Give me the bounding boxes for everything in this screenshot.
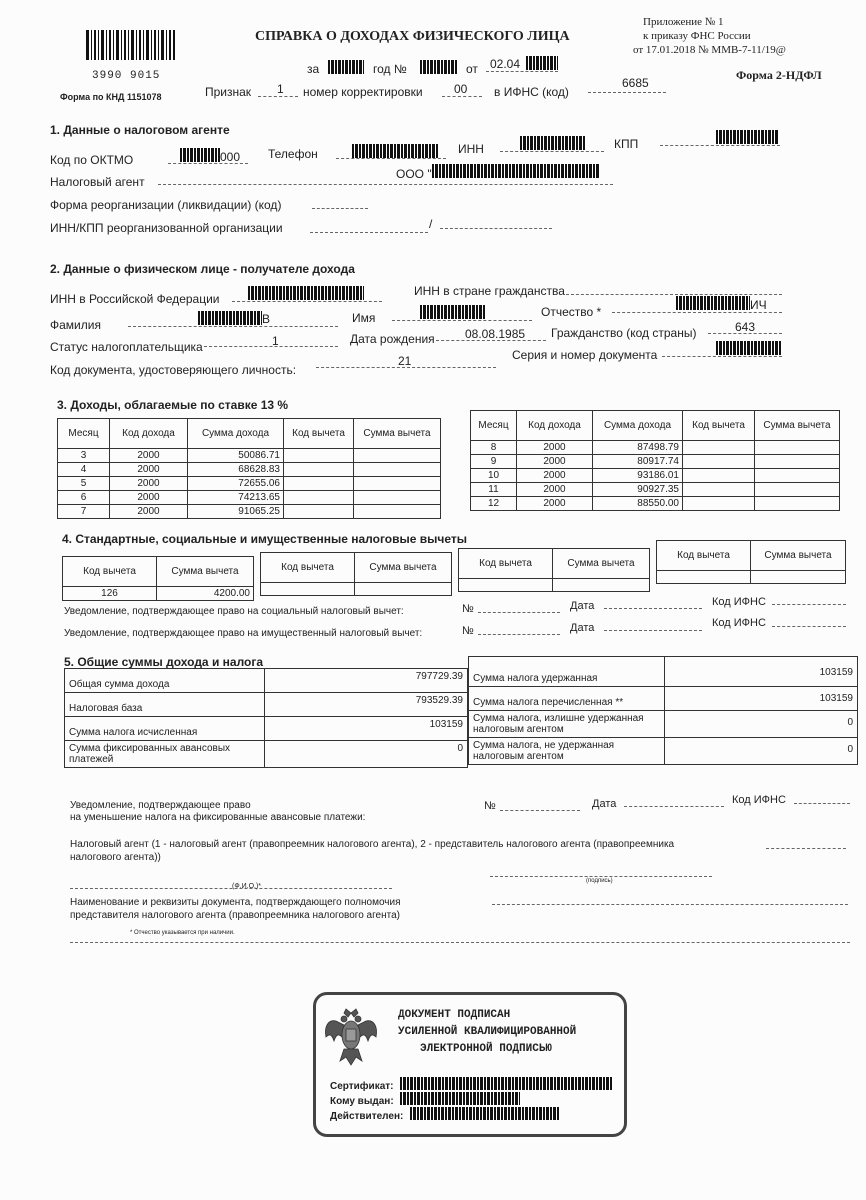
redacted-cert xyxy=(400,1077,612,1090)
doc-series-label: Серия и номер документа xyxy=(512,348,658,362)
code-cell: 2000 xyxy=(517,497,593,511)
inn-rf-label: ИНН в Российской Федерации xyxy=(50,292,220,306)
social-notice-no-label: № xyxy=(462,603,474,615)
deduction-table-4 xyxy=(656,540,846,584)
table-row xyxy=(58,505,441,519)
redacted-doc-series xyxy=(716,341,782,355)
month-cell: 12 xyxy=(471,497,517,511)
stamp-line-3: ЭЛЕКТРОННОЙ ПОДПИСЬЮ xyxy=(420,1043,553,1055)
phone-label: Телефон xyxy=(268,147,318,161)
amount-cell: 93186.01 xyxy=(593,469,683,483)
section-1-title: 1. Данные о налоговом агенте xyxy=(50,123,230,137)
oktmo-label: Код по ОКТМО xyxy=(50,153,134,167)
table-row xyxy=(471,483,840,497)
tax-withheld-label: Сумма налога удержанная xyxy=(469,657,665,687)
date-prefix: от xyxy=(466,62,478,76)
amount-cell: 74213.65 xyxy=(188,491,284,505)
property-notice-ifns-label: Код ИФНС xyxy=(712,617,766,629)
col-deduction-code: Код вычета xyxy=(657,541,751,571)
name-label: Имя xyxy=(352,311,376,325)
fixed-notice-line-1: Уведомление, подтверждающее право xyxy=(70,800,251,811)
table-row xyxy=(58,491,441,505)
fixed-notice-no-label: № xyxy=(484,800,496,812)
correction-value: 00 xyxy=(454,82,468,96)
code-cell: 2000 xyxy=(110,463,188,477)
redacted-oktmo xyxy=(180,148,220,162)
amount-cell: 91065.25 xyxy=(188,505,284,519)
digital-signature-stamp xyxy=(313,992,627,1137)
redacted-surname xyxy=(198,311,262,325)
amount-cell: 72655.06 xyxy=(188,477,284,491)
total-income-label: Общая сумма дохода xyxy=(65,669,265,693)
redacted-patronymic xyxy=(676,296,750,310)
col-month: Месяц xyxy=(471,411,517,441)
income-table-right xyxy=(470,410,840,511)
code-cell: 2000 xyxy=(517,483,593,497)
redacted-inn-rf xyxy=(248,286,364,300)
col-deduction-code: Код вычета xyxy=(261,553,355,583)
redacted-kpp xyxy=(716,130,778,144)
deduction-table-2 xyxy=(260,552,452,596)
month-cell: 11 xyxy=(471,483,517,497)
code-cell: 2000 xyxy=(110,477,188,491)
stamp-line-1: ДОКУМЕНТ ПОДПИСАН xyxy=(398,1009,511,1021)
cert-label: Сертификат: xyxy=(330,1081,394,1092)
col-income-sum: Сумма дохода xyxy=(593,411,683,441)
col-deduction-sum: Сумма вычета xyxy=(751,541,846,571)
tax-withheld-value: 103159 xyxy=(665,657,858,687)
col-deduction-sum: Сумма вычета xyxy=(355,553,452,583)
ifns-label: в ИФНС (код) xyxy=(494,85,569,99)
doc-code-label: Код документа, удостоверяющего личность: xyxy=(50,363,297,377)
appendix-line-2: к приказу ФНС России xyxy=(643,30,751,42)
code-cell: 2000 xyxy=(517,441,593,455)
tax-not-withheld-label: Сумма налога, не удержанная налоговым агентом xyxy=(469,738,665,765)
section-5-title: 5. Общие суммы дохода и налога xyxy=(64,655,264,669)
property-notice-no-label: № xyxy=(462,625,474,637)
number-label: год № xyxy=(373,62,407,76)
tax-excess-label: Сумма налога, излишне удержанная налоговым агентом xyxy=(469,711,665,738)
fixed-notice-date-label: Дата xyxy=(592,798,617,810)
ifns-value: 6685 xyxy=(622,76,649,90)
page-title: СПРАВКА О ДОХОДАХ ФИЗИЧЕСКОГО ЛИЦА xyxy=(255,29,570,44)
barcode-icon xyxy=(86,30,176,70)
table-row xyxy=(58,449,441,463)
code-cell: 2000 xyxy=(110,449,188,463)
tax-calc-value: 103159 xyxy=(265,717,468,741)
col-deduction-code: Код вычета xyxy=(284,419,354,449)
amount-cell: 68628.83 xyxy=(188,463,284,477)
table-row xyxy=(657,571,846,584)
col-deduction-sum: Сумма вычета xyxy=(755,411,840,441)
agent-label: Налоговый агент xyxy=(50,175,145,189)
totals-table-left xyxy=(64,668,468,768)
fio-label: (Ф.И.О.)* xyxy=(232,883,262,890)
property-notice-date-label: Дата xyxy=(570,622,595,634)
section-3-title: 3. Доходы, облагаемые по ставке 13 % xyxy=(57,398,289,412)
deduction-table-3 xyxy=(458,548,650,592)
redacted-name xyxy=(420,305,486,319)
income-table-left-header xyxy=(58,419,441,449)
table-row xyxy=(471,497,840,511)
doc-code-value: 21 xyxy=(398,354,412,368)
month-cell: 9 xyxy=(471,455,517,469)
redacted-agent-name xyxy=(432,164,600,178)
fixed-notice-ifns-label: Код ИФНС xyxy=(732,794,786,806)
barcode-number: 3990 9015 xyxy=(92,70,161,82)
amount-cell: 87498.79 xyxy=(593,441,683,455)
tax-base-value: 793529.39 xyxy=(265,693,468,717)
amount-cell: 80917.74 xyxy=(593,455,683,469)
issued-label: Кому выдан: xyxy=(330,1096,394,1107)
redacted-phone xyxy=(352,144,438,158)
valid-label: Действителен: xyxy=(330,1111,404,1122)
redacted-number xyxy=(420,60,458,74)
patronymic-suffix: ИЧ xyxy=(750,298,767,312)
table-row xyxy=(58,477,441,491)
agent-type-text: Налоговый агент (1 - налоговый агент (правопреемник налогового агента), 2 - представитель налогового агента (правопреемника налогового агента)) xyxy=(70,839,675,863)
table-row xyxy=(471,441,840,455)
col-month: Месяц xyxy=(58,419,110,449)
inn-agent-label: ИНН xyxy=(458,142,484,156)
fixed-notice-line-2: на уменьшение налога на фиксированные авансовые платежи: xyxy=(70,812,366,823)
correction-label: номер корректировки xyxy=(303,85,423,99)
date-value: 02.04 xyxy=(490,57,521,71)
property-notice-label: Уведомление, подтверждающее право на имущественный налоговый вычет: xyxy=(64,628,423,639)
code-cell: 2000 xyxy=(517,469,593,483)
redacted-valid xyxy=(410,1107,560,1120)
col-income-code: Код дохода xyxy=(110,419,188,449)
code-cell: 2000 xyxy=(517,455,593,469)
barcode xyxy=(86,30,176,70)
footnote: * Отчество указывается при наличии. xyxy=(130,930,235,936)
tax-transferred-label: Сумма налога перечисленная ** xyxy=(469,687,665,711)
russian-coat-of-arms-icon xyxy=(322,1005,380,1071)
form-name: Форма 2-НДФЛ xyxy=(736,68,822,82)
redacted-inn-agent xyxy=(520,136,586,150)
month-cell: 5 xyxy=(58,477,110,491)
knd-form-code: Форма по КНД 1151078 xyxy=(60,92,162,102)
income-table-left xyxy=(57,418,441,519)
patronymic-label: Отчество * xyxy=(541,305,602,319)
surname-label: Фамилия xyxy=(50,318,101,332)
reorg-slash: / xyxy=(429,217,433,231)
table-row xyxy=(471,455,840,469)
tax-not-withheld-value: 0 xyxy=(665,738,858,765)
table-row xyxy=(471,469,840,483)
month-cell: 6 xyxy=(58,491,110,505)
signature-label: (подпись) xyxy=(586,878,613,884)
amount-cell: 50086.71 xyxy=(188,449,284,463)
tax-transferred-value: 103159 xyxy=(665,687,858,711)
redacted-year xyxy=(328,60,364,74)
fixed-adv-value: 0 xyxy=(265,741,468,768)
col-deduction-code: Код вычета xyxy=(63,557,157,587)
kpp-label: КПП xyxy=(614,137,639,151)
deduction-table-1 xyxy=(62,556,254,601)
oktmo-suffix: 000 xyxy=(220,150,241,164)
tax-base-label: Налоговая база xyxy=(65,693,265,717)
agent-value: ООО " xyxy=(396,167,432,181)
table-row xyxy=(261,583,452,596)
birth-label: Дата рождения xyxy=(350,332,435,346)
month-cell: 8 xyxy=(471,441,517,455)
amount-cell: 88550.00 xyxy=(593,497,683,511)
month-cell: 7 xyxy=(58,505,110,519)
redacted-issued xyxy=(400,1092,520,1105)
deduction-code-cell: 126 xyxy=(63,587,157,601)
col-income-sum: Сумма дохода xyxy=(188,419,284,449)
amount-cell: 90927.35 xyxy=(593,483,683,497)
month-cell: 10 xyxy=(471,469,517,483)
doc-details-text: Наименование и реквизиты документа, подтверждающего полномочия представителя налогового агента (правопреемника налогового агента) xyxy=(70,897,401,921)
appendix-line-3: от 17.01.2018 № ММВ-7-11/19@ xyxy=(633,44,786,56)
totals-table-right xyxy=(468,656,858,765)
table-row xyxy=(58,463,441,477)
section-2-title: 2. Данные о физическом лице - получателе дохода xyxy=(50,262,355,276)
social-notice-label: Уведомление, подтверждающее право на социальный налоговый вычет: xyxy=(64,606,404,617)
fixed-adv-label: Сумма фиксированных авансовых платежей xyxy=(65,741,265,768)
appendix-line-1: Приложение № 1 xyxy=(643,16,724,28)
code-cell: 2000 xyxy=(110,505,188,519)
total-income-value: 797729.39 xyxy=(265,669,468,693)
table-row xyxy=(63,587,254,601)
reorg-inn-label: ИНН/КПП реорганизованной организации xyxy=(50,221,283,235)
stamp-line-2: УСИЛЕННОЙ КВАЛИФИЦИРОВАННОЙ xyxy=(398,1026,577,1038)
social-notice-date-label: Дата xyxy=(570,600,595,612)
col-income-code: Код дохода xyxy=(517,411,593,441)
status-label: Статус налогоплательщика xyxy=(50,340,203,354)
col-deduction-sum: Сумма вычета xyxy=(354,419,441,449)
priznak-label: Признак xyxy=(205,85,252,99)
birth-value: 08.08.1985 xyxy=(465,327,526,341)
citizenship-value: 643 xyxy=(735,320,756,334)
reorg-form-label: Форма реорганизации (ликвидации) (код) xyxy=(50,198,282,212)
month-cell: 4 xyxy=(58,463,110,477)
code-cell: 2000 xyxy=(110,491,188,505)
priznak-value: 1 xyxy=(277,82,284,96)
col-deduction-sum: Сумма вычета xyxy=(553,549,650,579)
deduction-sum-cell: 4200.00 xyxy=(157,587,254,601)
tax-excess-value: 0 xyxy=(665,711,858,738)
citizenship-label: Гражданство (код страны) xyxy=(551,326,697,340)
surname-suffix: В xyxy=(262,312,271,326)
section-4-title: 4. Стандартные, социальные и имущественные налоговые вычеты xyxy=(62,532,467,546)
income-table-right-header xyxy=(471,411,840,441)
table-row xyxy=(459,579,650,592)
status-value: 1 xyxy=(272,334,279,348)
tax-calc-label: Сумма налога исчисленная xyxy=(65,717,265,741)
col-deduction-code: Код вычета xyxy=(459,549,553,579)
redacted-date-year xyxy=(526,56,558,70)
year-prefix: за xyxy=(307,62,320,76)
month-cell: 3 xyxy=(58,449,110,463)
col-deduction-code: Код вычета xyxy=(683,411,755,441)
social-notice-ifns-label: Код ИФНС xyxy=(712,596,766,608)
col-deduction-sum: Сумма вычета xyxy=(157,557,254,587)
inn-foreign-label: ИНН в стране гражданства xyxy=(414,284,565,298)
